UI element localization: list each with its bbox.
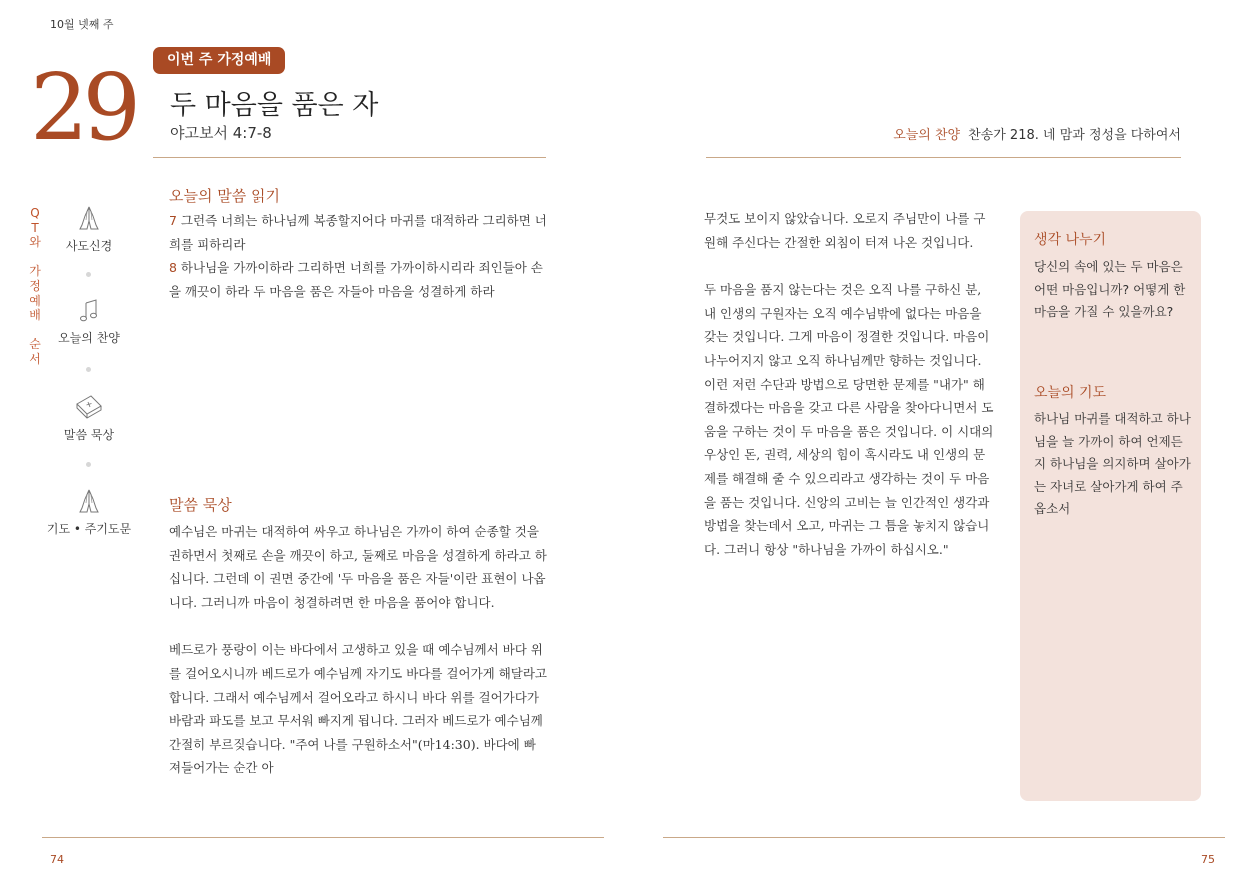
step-separator-dot [86,462,91,467]
vertical-char: 순 [29,337,41,352]
bible-icon [73,392,105,422]
order-step-hymn [44,297,134,346]
vertical-char: 배 [29,308,41,323]
vertical-char: 가 [29,264,41,279]
meditation-text [169,520,547,780]
vertical-char: 정 [29,278,41,293]
praying-hands-icon [74,486,104,516]
verse [169,209,547,256]
order-step-label: 기도 • 주기도문 [46,522,132,536]
verse [169,256,547,303]
week-label: 10월 넷째 주 [50,18,114,31]
meditation-heading: 말씀 묵상 [169,496,232,514]
page-number-left: 74 [50,853,64,866]
footer-divider [42,837,604,838]
meditation-paragraph: 무것도 보이지 않았습니다. 오로지 주님만이 나를 구원해 주신다는 간절한 외침이 터져 나온 것입니다. [704,211,986,250]
vertical-char: Q [30,206,40,220]
meditation-paragraph: 두 마음을 품지 않는다는 것은 오직 나를 구하신 분, 내 인생의 구원자는 오직 예수님밖에 없다는 마음을 갖는 것입니다. 그게 마음이 정결한 것입니다. 마음이 나누어지지 않고 오직 하나님께만 향하는 것입니다. 이런 저런 수단과 방법으로 당면한 문제를 "내가" 해결하겠다는 마음을 갖고 다른 사람을 찾아다니면서 도움을 구하는 것이 두 마음을 품은 것입니다. 이 시대의 우상인 돈, 권력, 세상의 힘이 혹시라도 내 인생의 문제를 해결해 줄 수 있으리라고 생각하는 것이 두 마음을 품는 것입니다. 신앙의 고비는 늘 인간적인 생각과 방법을 찾는데서 오고, 마귀는 그 틈을 놓치지 않습니다. 그러니 항상 "하나님을 가까이 하십시오." [704,282,994,557]
order-step-label: 사도신경 [65,239,113,253]
order-step-apostles-creed [44,203,134,254]
page-title: 두 마음을 품은 자 [170,90,379,121]
vertical-char: 서 [29,351,41,366]
scripture-reference: 야고보서 4:7-8 [170,124,272,142]
sharing-text: 당신의 속에 있는 두 마음은 어떤 마음입니까? 어떻게 한 마음을 가질 수 있을까요? [1034,259,1186,319]
weekly-worship-badge: 이번 주 가정예배 [153,47,285,74]
vertical-char: T [31,220,39,235]
meditation-continued [704,207,996,561]
verse-text: 하나님을 가까이하라 그리하면 너희를 가까이하시리라 죄인들아 손을 깨끗이 하라 두 마음을 품은 자들아 마음을 성결하게 하라 [169,260,543,299]
meditation-paragraph: 베드로가 풍랑이 이는 바다에서 고생하고 있을 때 예수님께서 바다 위를 걸어오시니까 베드로가 예수님께 자기도 바다를 걸어가게 해달라고 합니다. 그래서 예수님께서 걸어오라고 하시니 바다 위를 걸어가다가 바람과 파도를 보고 무서워 빠지게 됩니다. 그러자 베드로가 예수님께 간절히 부르짖습니다. "주여 나를 구원하소서"(마14:30). 바다에 빠져들어가는 순간 아 [169,642,547,776]
verse-text: 그런즉 너희는 하나님께 복종할지어다 마귀를 대적하라 그리하면 너희를 피하리라 [169,213,547,252]
reading-heading: 오늘의 말씀 읽기 [169,187,280,205]
page-number-right: 75 [1201,853,1215,866]
order-step-label: 오늘의 찬양 [58,331,120,345]
step-separator-dot [86,272,91,277]
verse-number: 7 [169,213,177,228]
reading-text [169,209,547,303]
praying-hands-icon [74,203,104,233]
header-divider-right [706,157,1181,158]
hymn-title: 찬송가 218. 네 맘과 정성을 다하여서 [968,128,1181,143]
vertical-order-label [29,206,41,367]
prayer-text: 하나님 마귀를 대적하고 하나님을 늘 가까이 하여 언제든지 하나님을 의지하며 살아가는 자녀로 살아가게 하여 주옵소서 [1034,411,1191,516]
vertical-char: 예 [29,293,41,308]
verse-number: 8 [169,260,177,276]
order-step-meditation [44,392,134,443]
vertical-char: 와 [29,235,41,250]
todays-hymn [893,124,1181,143]
sharing-heading: 생각 나누기 [1034,232,1107,248]
header-divider [153,157,546,158]
prayer-heading: 오늘의 기도 [1034,385,1107,401]
day-number: 29 [30,54,136,161]
order-step-prayer [44,486,134,537]
hymn-label: 오늘의 찬양 [893,128,961,143]
step-separator-dot [86,367,91,372]
sidebar-box [1020,211,1201,801]
order-step-label: 말씀 묵상 [63,428,115,442]
meditation-paragraph: 예수님은 마귀는 대적하여 싸우고 하나님은 가까이 하여 순종할 것을 권하면서 첫째로 손을 깨끗이 하고, 둘째로 마음을 성결하게 하라고 하십니다. 그런데 이 권면 중간에 '두 마음을 품은 자들'이란 표현이 나옵니다. 그러니까 마음이 청결하려면 한 마음을 품어야 합니다. [169,524,547,610]
music-note-icon [74,297,104,325]
footer-divider-right [663,837,1225,838]
